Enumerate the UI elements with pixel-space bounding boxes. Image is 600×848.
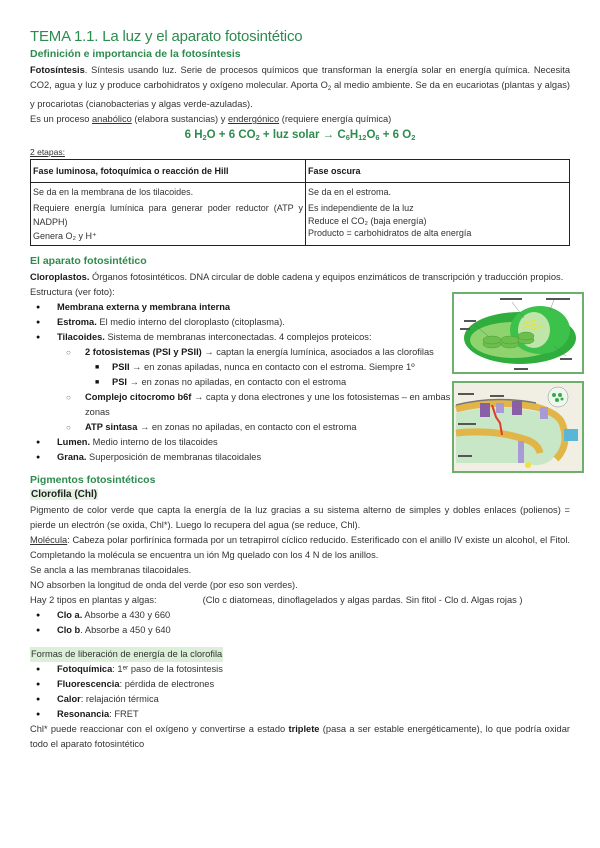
list-item: ● Grana. Superposición de membranas tilacoidales bbox=[30, 450, 570, 465]
chloroplast-paragraph: Cloroplastos. Órganos fotosintéticos. DNA circular de doble cadena y equipos enzimáticos de transcripción y traducción propios. Estructura (ver foto): bbox=[30, 272, 564, 297]
page-title: TEMA 1.1. La luz y el aparato fotosintético bbox=[30, 28, 303, 45]
thylakoid-diagram-icon bbox=[454, 383, 582, 471]
triplet-paragraph: Chl* puede reaccionar con el oxígeno y convertirse a estado triplete (pasa a ser estable energéticamente), lo que podría oxidar todo el aparato fotosintético bbox=[30, 724, 570, 749]
table-header: Fase luminosa, fotoquímica o reacción de Hill bbox=[31, 160, 306, 183]
stages-label: 2 etapas: bbox=[30, 147, 65, 157]
table-cell-light-phase: Se da en la membrana de los tilacoides. Requiere energía lumínica para generar poder reductor (ATP y NADPH) Genera O₂ y H⁺ bbox=[31, 183, 306, 246]
list-item: ● Clo b. Absorbe a 450 y 640 bbox=[30, 623, 570, 638]
underlined-term: anabólico bbox=[92, 114, 132, 124]
absorption-paragraph: NO absorben la longitud de onda del verde (por eso son verdes). bbox=[30, 580, 298, 590]
chlorophyll-types-list bbox=[30, 608, 570, 638]
list-item: ○ 2 fotosistemas (PSI y PSII) → captan la energía lumínica, asociados a las clorofilas bbox=[30, 345, 451, 360]
types-paragraph: Hay 2 tipos en plantas y algas: (Clo c diatomeas, dinoflagelados y algas pardas. Sin fitol - Clo d. Algas rojas ) bbox=[30, 595, 523, 605]
photosynthesis-paragraph: Fotosíntesis. Síntesis usando luz. Serie de procesos químicos que transforman la energía solar en energía química. Necesita CO2, agua y luz y produce carbohidratos y oxígeno molecular. Aporta $O_2$ al medio ambiente. Se da en eucariotas (plantas y algas) y procariotas (cianobacterias y algas verde-azuladas). bbox=[30, 65, 570, 109]
thylakoid-membrane-diagram bbox=[452, 381, 584, 473]
list-item: ● Membrana externa y membrana interna bbox=[30, 300, 570, 315]
list-item: ■ PSII → en zonas apiladas, nunca en contacto con el estroma. Siempre 1º bbox=[30, 360, 570, 375]
chloroplast-illustration bbox=[452, 292, 584, 374]
list-item: ● Calor: relajación térmica bbox=[30, 692, 570, 707]
section-heading-apparatus: El aparato fotosintético bbox=[30, 255, 147, 267]
list-item: ● Fluorescencia: pérdida de electrones bbox=[30, 677, 570, 692]
underlined-term: endergónico bbox=[227, 114, 280, 124]
chloroplast-icon bbox=[454, 294, 582, 372]
list-item: ● Clo a. Absorbe a 430 y 660 bbox=[30, 608, 570, 623]
phases-table bbox=[30, 159, 570, 246]
process-paragraph: Es un proceso anabólico (elabora sustancias) y endergónico (requiere energía química) bbox=[30, 114, 392, 124]
list-item: ● Fotoquímica: 1ᵉʳ paso de la fotosintesis bbox=[30, 662, 570, 677]
list-item: ○ Complejo citocromo b6f → capta y dona electrones y une los fotosistemas – en ambas zonas bbox=[30, 390, 451, 420]
energy-forms-list bbox=[30, 662, 570, 722]
section-heading-definition: Definición e importancia de la fotosíntesis bbox=[30, 48, 241, 60]
list-item: ○ ATP sintasa → en zonas no apiladas, en contacto con el estroma bbox=[30, 420, 570, 435]
table-cell-dark-phase: Se da en el estroma. Es independiente de la luz Reduce el CO₂ (baja energía) Producto = carbohidratos de alta energía bbox=[306, 183, 570, 246]
list-item: ● Lumen. Medio interno de los tilacoides bbox=[30, 435, 570, 450]
list-item: ● Tilacoides. Sistema de membranas interconectadas. 4 complejos proteicos: bbox=[30, 330, 570, 345]
anchor-paragraph: Se ancla a las membranas tilacoidales. bbox=[30, 565, 192, 575]
molecule-paragraph: Molécula: Cabeza polar porfirínica formada por un tetrapirrol cíclico reducido. Esterificado con el anillo IV existe un alcohol, el Fitol. Completando la molécula se encuentra un ión Mg quelado con los 4 N de los anillos. bbox=[30, 535, 570, 560]
pigment-paragraph: Pigmento de color verde que capta la energía de la luz gracias a su sistema alterno de simples y dobles enlaces (polienos) = pierde un electrón (se oxida, Chl*). Luego lo recupera del agua (se reduce, Chl). bbox=[30, 505, 570, 530]
photosynthesis-equation: 6 $H_2O + 6$ $CO_2$ + luz solar → $C_6H_{12}O_6 + 6$ $O_2$ bbox=[184, 129, 416, 142]
list-item: ● Estroma. El medio interno del cloroplasto (citoplasma). bbox=[30, 315, 570, 330]
forms-heading: Formas de liberación de energía de la clorofila bbox=[30, 647, 223, 662]
section-heading-pigments: Pigmentos fotosintéticos bbox=[30, 474, 156, 486]
table-header: Fase oscura bbox=[306, 160, 570, 183]
term-bold: Fotosíntesis bbox=[30, 65, 85, 75]
subheading-chlorophyll: Clorofila (Chl) bbox=[31, 489, 98, 500]
list-item: ● Resonancia: FRET bbox=[30, 707, 570, 722]
list-item: ■ PSI → en zonas no apiladas, en contacto con el estroma bbox=[30, 375, 570, 390]
